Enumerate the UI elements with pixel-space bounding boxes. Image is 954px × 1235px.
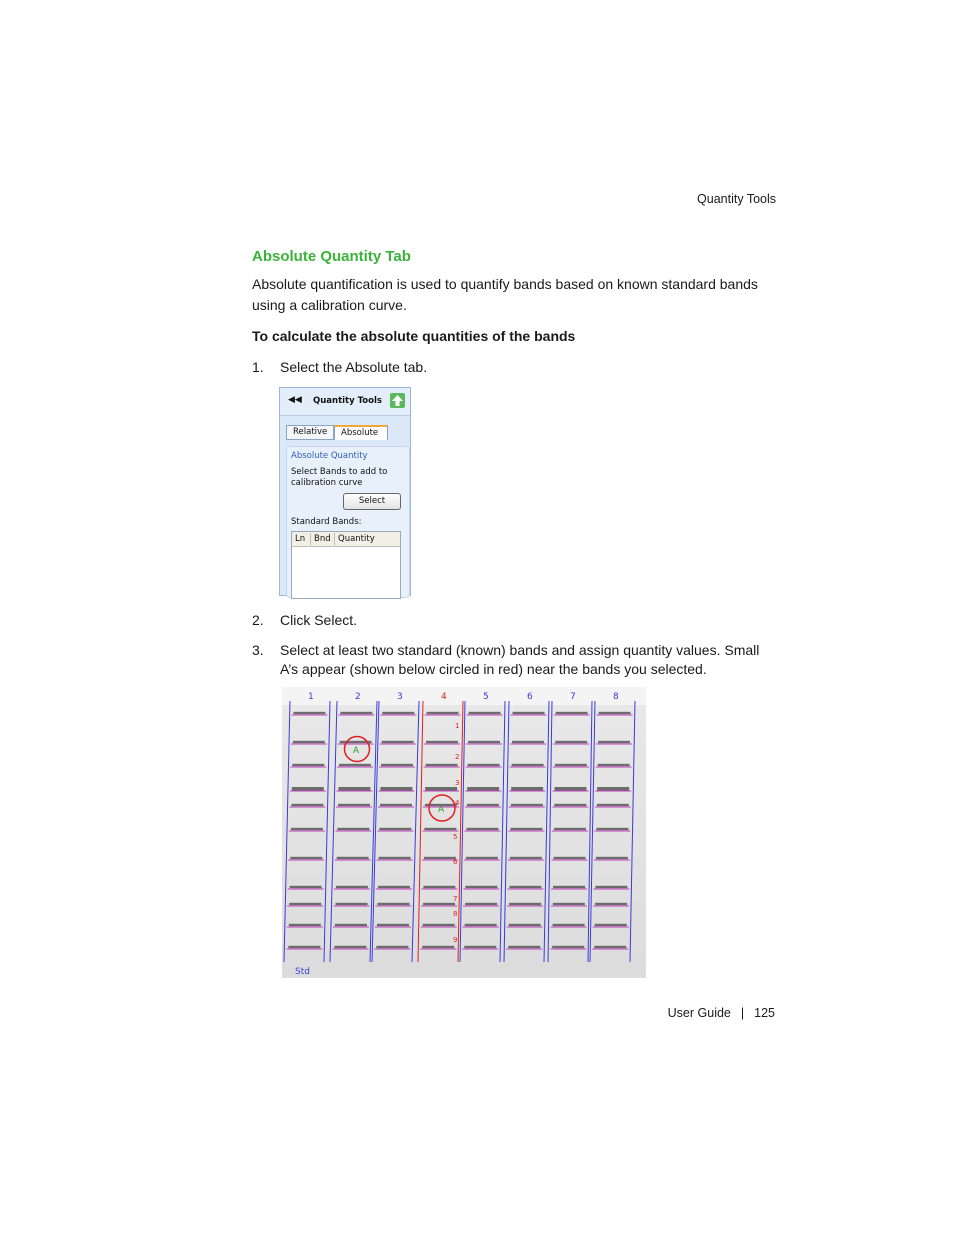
gel-band — [467, 804, 499, 806]
gel-band — [424, 828, 456, 830]
band-number: 2 — [455, 753, 460, 761]
gel-band — [598, 741, 630, 743]
panel-title: Quantity Tools — [313, 396, 382, 406]
gel-band — [599, 712, 631, 714]
gel-band — [554, 828, 586, 830]
standard-marker-a[interactable]: A — [438, 805, 445, 815]
gel-band — [597, 787, 629, 791]
gel-band — [380, 804, 412, 806]
gel-band — [554, 804, 586, 806]
step-number: 2. — [252, 612, 264, 628]
tab-absolute[interactable]: Absolute — [334, 425, 388, 440]
double-chevron-left-icon[interactable]: ◀◀ — [288, 395, 302, 405]
gel-band — [291, 804, 323, 806]
band-number: 6 — [453, 858, 458, 866]
band-number: 9 — [453, 936, 458, 944]
gel-band — [466, 857, 498, 859]
intro-line-1: Absolute quantification is used to quantify bands based on known standard bands — [252, 276, 758, 292]
gel-band — [555, 741, 587, 743]
gel-band — [598, 764, 630, 766]
gel-band — [555, 787, 587, 791]
gel-band — [510, 857, 542, 859]
gel-band — [469, 712, 501, 714]
gel-band — [381, 764, 413, 766]
gel-band — [378, 886, 410, 888]
instruction-line-2: calibration curve — [291, 478, 363, 488]
column-ln[interactable]: Ln — [295, 534, 306, 544]
absolute-quantity-group — [286, 446, 410, 598]
gel-band — [338, 787, 370, 791]
gel-image — [282, 687, 646, 978]
quantity-tools-panel — [279, 387, 411, 596]
gel-band — [423, 924, 455, 926]
gel-band — [290, 857, 322, 859]
gel-band — [468, 741, 500, 743]
gel-band — [382, 741, 414, 743]
lane-number: 8 — [613, 692, 619, 702]
gel-band — [595, 886, 627, 888]
gel-band — [337, 828, 369, 830]
column-quantity[interactable]: Quantity — [338, 534, 375, 544]
gel-band — [595, 903, 627, 905]
band-number: 3 — [455, 779, 460, 787]
gel-band — [380, 787, 412, 791]
lane-number: 7 — [570, 692, 576, 702]
column-separator — [334, 533, 335, 545]
gel-band — [556, 712, 588, 714]
tab-relative[interactable]: Relative — [286, 425, 334, 440]
band-number: 4 — [455, 799, 460, 807]
gel-band — [423, 886, 455, 888]
gel-band — [379, 828, 411, 830]
band-number: 1 — [455, 722, 460, 730]
gel-band — [509, 903, 541, 905]
gel-band — [554, 857, 586, 859]
page-number: 125 — [754, 1006, 775, 1020]
gel-band — [293, 741, 325, 743]
gel-band — [465, 924, 497, 926]
gel-band — [334, 946, 366, 948]
gel-band — [553, 903, 585, 905]
step-3 — [252, 641, 782, 679]
standard-bands-list[interactable] — [291, 531, 401, 599]
green-up-arrow-icon[interactable] — [390, 393, 405, 408]
gel-band — [336, 886, 368, 888]
gel-band — [595, 924, 627, 926]
gel-band — [291, 828, 323, 830]
gel-band — [512, 741, 544, 743]
column-bnd[interactable]: Bnd — [314, 534, 331, 544]
gel-band — [510, 828, 542, 830]
gel-band — [340, 712, 372, 714]
gel-band — [426, 741, 458, 743]
gel-band — [465, 903, 497, 905]
gel-band — [289, 924, 321, 926]
step-text-line-1: Select at least two standard (known) bands and assign quantity values. Small — [280, 642, 760, 658]
step-2 — [252, 611, 782, 630]
gel-band — [379, 857, 411, 859]
gel-band — [288, 946, 320, 948]
gel-band — [555, 764, 587, 766]
gel-band — [338, 804, 370, 806]
instruction-line-1: Select Bands to add to — [291, 467, 388, 477]
gel-band — [467, 787, 499, 791]
gel-band — [377, 903, 409, 905]
column-separator — [310, 533, 311, 545]
intro-line-2: using a calibration curve. — [252, 297, 407, 313]
gel-band — [594, 946, 626, 948]
gel-band — [512, 764, 544, 766]
band-number: 8 — [453, 910, 458, 918]
gel-band — [513, 712, 545, 714]
gel-band — [289, 903, 321, 905]
gel-band — [337, 857, 369, 859]
step-1 — [252, 358, 782, 377]
step-text: Click Select. — [280, 612, 358, 628]
gel-band — [553, 924, 585, 926]
gel-band — [426, 764, 458, 766]
step-text-line-2: A’s appear (shown below circled in red) near the bands you selected. — [280, 661, 707, 677]
gel-band — [596, 828, 628, 830]
panel-header — [280, 388, 410, 416]
lane-number: 6 — [527, 692, 533, 702]
step-text: Select the Absolute tab. — [280, 359, 428, 375]
page-footer — [560, 1006, 775, 1020]
gel-band — [511, 804, 543, 806]
std-label: Std — [295, 967, 310, 977]
gel-band — [427, 712, 459, 714]
lane-number: 1 — [308, 692, 314, 702]
gel-band — [468, 764, 500, 766]
lane-number: 5 — [483, 692, 489, 702]
gel-band — [552, 946, 584, 948]
gel-band — [293, 712, 325, 714]
gel-band — [597, 804, 629, 806]
gel-band — [596, 857, 628, 859]
gel-band — [466, 828, 498, 830]
select-button[interactable]: Select — [343, 493, 401, 510]
gel-band — [508, 946, 540, 948]
gel-band — [377, 924, 409, 926]
gel-band — [509, 924, 541, 926]
gel-band — [335, 924, 367, 926]
lane-number: 3 — [397, 692, 403, 702]
gel-band — [376, 946, 408, 948]
gel-band — [339, 764, 371, 766]
gel-band — [292, 787, 324, 791]
section-title: Absolute Quantity Tab — [252, 248, 411, 265]
gel-band — [464, 946, 496, 948]
procedure-title: To calculate the absolute quantities of the bands — [252, 328, 576, 344]
gel-band — [290, 886, 322, 888]
gel-band — [382, 712, 414, 714]
gel-band — [465, 886, 497, 888]
step-number: 1. — [252, 359, 264, 375]
gel-band — [509, 886, 541, 888]
band-number: 5 — [453, 833, 458, 841]
lane-number: 2 — [355, 692, 361, 702]
footer-guide: User Guide — [667, 1006, 731, 1020]
standard-bands-label: Standard Bands: — [291, 517, 362, 527]
lane-number: 4 — [441, 692, 447, 702]
gel-band — [422, 946, 454, 948]
step-number: 3. — [252, 642, 264, 658]
gel-band — [423, 903, 455, 905]
gel-band — [553, 886, 585, 888]
gel-band — [425, 787, 457, 791]
band-number: 7 — [453, 895, 458, 903]
gel-band — [424, 857, 456, 859]
footer-separator: | — [740, 1006, 745, 1020]
running-header: Quantity Tools — [697, 192, 776, 206]
gel-band — [511, 787, 543, 791]
gel-band — [292, 764, 324, 766]
gel-band — [335, 903, 367, 905]
group-title: Absolute Quantity — [291, 451, 368, 461]
list-header — [292, 532, 400, 547]
standard-marker-a[interactable]: A — [353, 746, 360, 756]
